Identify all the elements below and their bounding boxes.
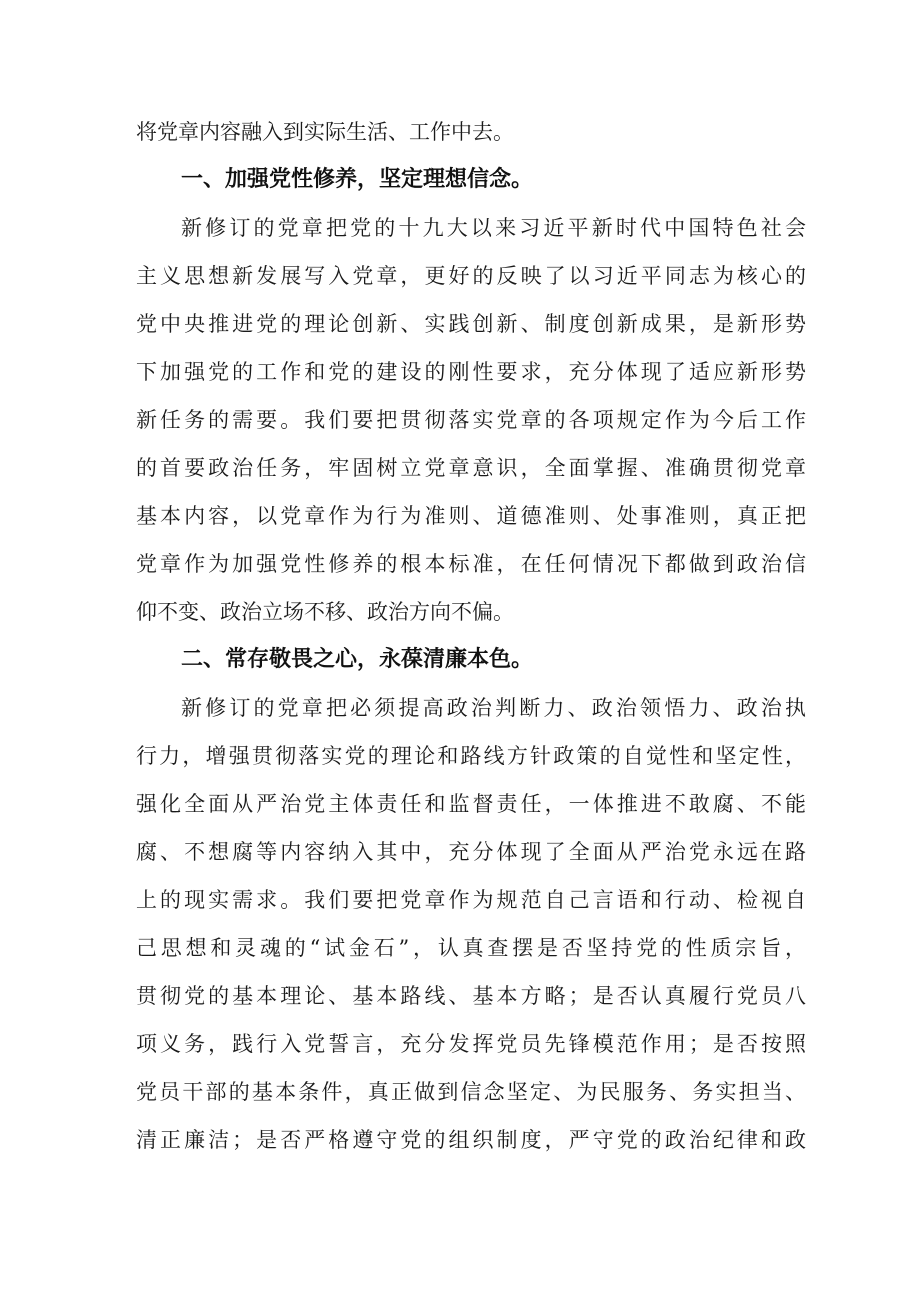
section-1-paragraph-line: 的首要政治任务，牢固树立党章意识，全面掌握、准确贯彻党章 bbox=[136, 456, 806, 480]
section-1-paragraph-line: 新修订的党章把党的十九大以来习近平新时代中国特色社会 bbox=[181, 216, 806, 240]
section-1-paragraph-line: 主义思想新发展写入党章，更好的反映了以习近平同志为核心的 bbox=[136, 264, 806, 288]
section-2-paragraph-line: 行力，增强贯彻落实党的理论和路线方针政策的自觉性和坚定性， bbox=[136, 744, 806, 768]
section-2-paragraph-line: 腐、不想腐等内容纳入其中，充分体现了全面从严治党永远在路 bbox=[136, 840, 806, 864]
section-1-paragraph-line: 下加强党的工作和党的建设的刚性要求，充分体现了适应新形势 bbox=[136, 360, 806, 384]
section-2-heading: 二、常存敬畏之心，永葆清廉本色。 bbox=[181, 647, 534, 672]
section-2-paragraph-line: 党员干部的基本条件，真正做到信念坚定、为民服务、务实担当、 bbox=[136, 1080, 806, 1104]
section-2-paragraph-line: 新修订的党章把必须提高政治判断力、政治领悟力、政治执 bbox=[181, 696, 806, 720]
section-1-paragraph-line: 新任务的需要。我们要把贯彻落实党章的各项规定作为今后工作 bbox=[136, 408, 806, 432]
section-2-paragraph-line: 清正廉洁；是否严格遵守党的组织制度，严守党的政治纪律和政 bbox=[136, 1128, 806, 1152]
section-2-paragraph-line: 己思想和灵魂的“试金石”，认真查摆是否坚持党的性质宗旨， bbox=[136, 936, 806, 960]
section-1-paragraph-line: 基本内容，以党章作为行为准则、道德准则、处事准则，真正把 bbox=[136, 504, 806, 528]
section-1-paragraph-line: 仰不变、政治立场不移、政治方向不偏。 bbox=[136, 600, 514, 624]
section-2-paragraph-line: 项义务，践行入党誓言，充分发挥党员先锋模范作用；是否按照 bbox=[136, 1032, 806, 1056]
section-2-paragraph-line: 上的现实需求。我们要把党章作为规范自己言语和行动、检视自 bbox=[136, 888, 806, 912]
section-1-paragraph-line: 党章作为加强党性修养的根本标准，在任何情况下都做到政治信 bbox=[136, 552, 806, 576]
section-1-paragraph-line: 党中央推进党的理论创新、实践创新、制度创新成果，是新形势 bbox=[136, 312, 806, 336]
intro-paragraph-line: 将党章内容融入到实际生活、工作中去。 bbox=[136, 120, 514, 144]
section-1-heading: 一、加强党性修养，坚定理想信念。 bbox=[181, 167, 534, 192]
section-2-paragraph-line: 强化全面从严治党主体责任和监督责任，一体推进不敢腐、不能 bbox=[136, 792, 806, 816]
section-2-paragraph-line: 贯彻党的基本理论、基本路线、基本方略；是否认真履行党员八 bbox=[136, 984, 806, 1008]
